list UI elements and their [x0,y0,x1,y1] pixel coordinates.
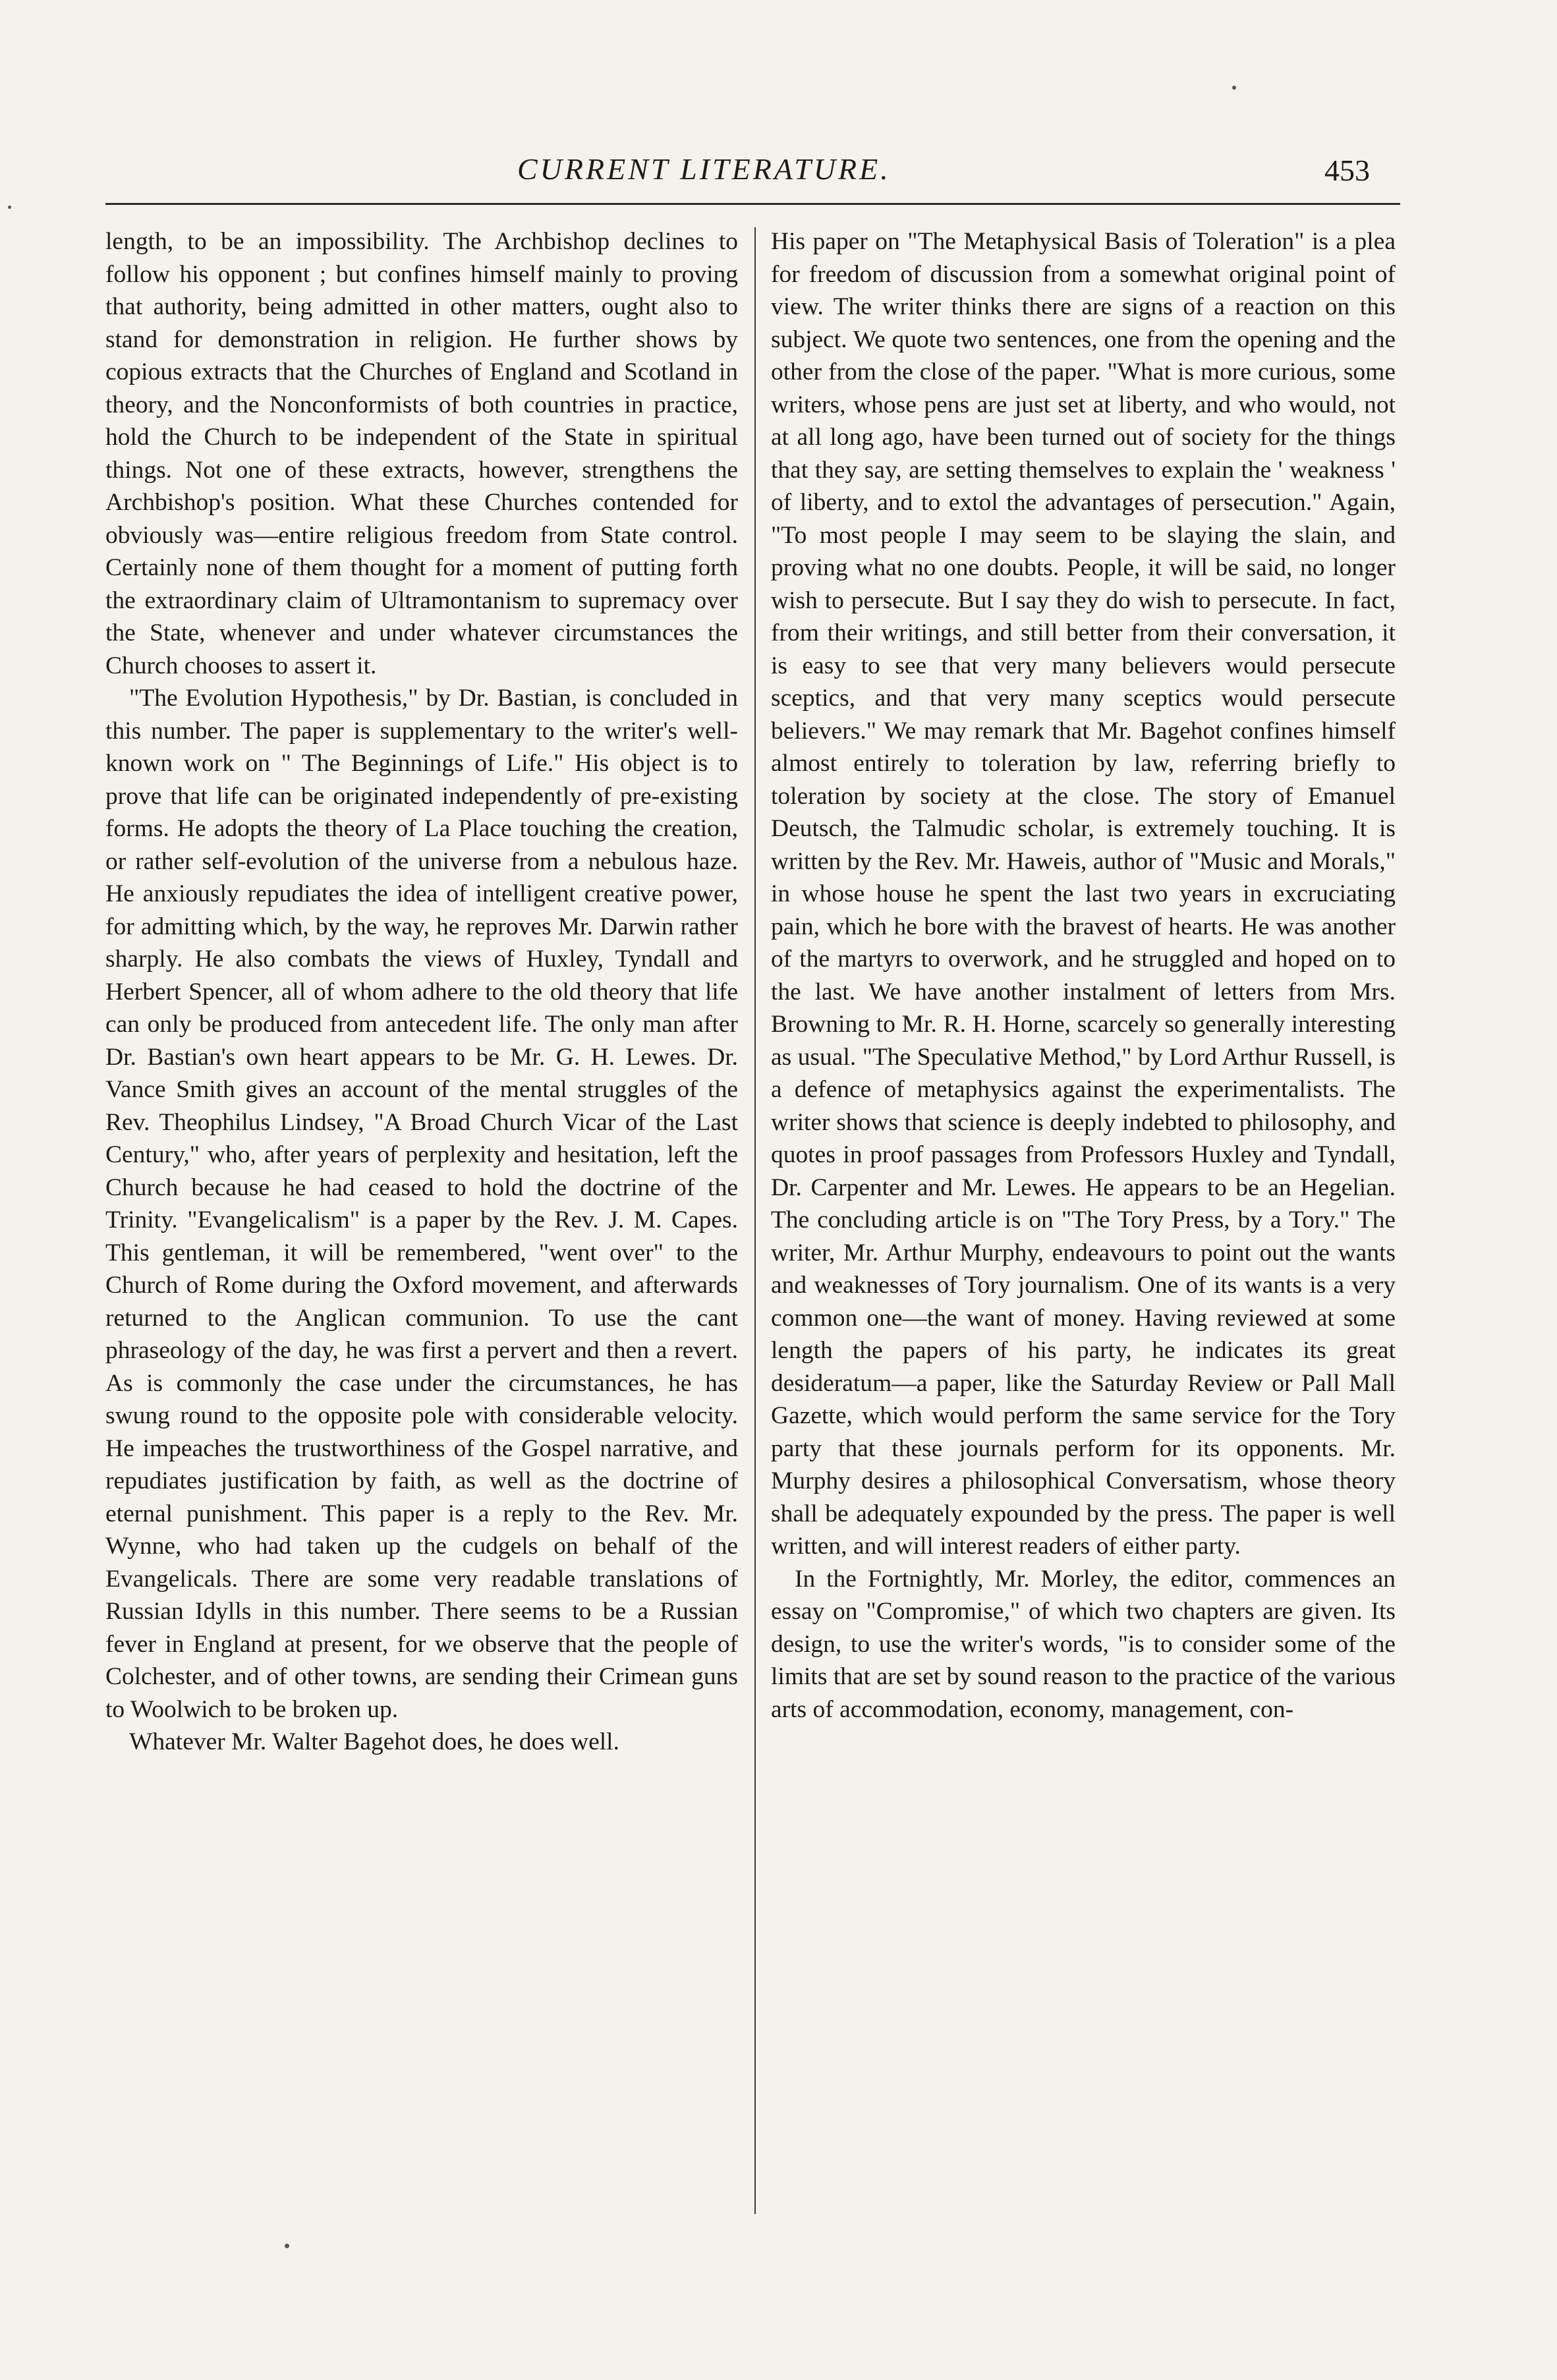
header-rule [105,203,1400,205]
print-speck [1232,86,1236,90]
paragraph: length, to be an impossibility. The Archbishop declines to follow his opponent ; but confines himself mainly to proving that authority, being admitted in other matters, ought also to stand for demonstration in religion. He further shows by copious extracts that the Churches of England and Scotland in theory, and the Nonconformists of both countries in practice, hold the Church to be independent of the State in spiritual things. Not one of these extracts, however, strengthens the Archbishop's position. What these Churches contended for obviously was—entire religious freedom from State control. Certainly none of them thought for a moment of putting forth the extraordinary claim of Ultramontanism to supremacy over the State, whenever and under whatever circumstances the Church chooses to assert it. [105,228,738,679]
page-number: 453 [1324,154,1370,187]
page-header [0,0,1557,198]
paragraph: "The Evolution Hypothesis," by Dr. Bastian, is concluded in this number. The paper is supplementary to the writer's well-known work on " The Beginnings of Life." His object is to prove that life can be originated independently of pre-existing forms. He adopts the theory of La Place touching the creation, or rather self-evolution of the universe from a nebulous haze. He anxiously repudiates the idea of intelligent creative power, for admitting which, by the way, he reproves Mr. Darwin rather sharply. He also combats the views of Huxley, Tyndall and Herbert Spencer, all of whom adhere to the old theory that life can only be produced from antecedent life. The only man after Dr. Bastian's own heart appears to be Mr. G. H. Lewes. Dr. Vance Smith gives an account of the mental struggles of the Rev. Theophilus Lindsey, "A Broad Church Vicar of the Last Century," who, after years of perplexity and hesitation, left the Church because he had ceased to hold the doctrine of the Trinity. "Evangelicalism" is a paper by the Rev. J. M. Capes. This gentleman, it will be remembered, "went over" to the Church of Rome during the Oxford movement, and afterwards returned to the Anglican communion. To use the cant phraseology of the day, he was first a pervert and then a revert. As is commonly the case under the circumstances, he has swung round to the opposite pole with considerable velocity. He impeaches the trustworthiness of the Gospel narrative, and repudiates justification by faith, as well as the doctrine of eternal punishment. This paper is a reply to the Rev. Mr. Wynne, who had taken up the cudgels on behalf of the Evangelicals. There are some very readable translations of Russian Idylls in this number. There seems to be a Russian fever in England at present, for we observe that the people of Colchester, and of other towns, are sending their Crimean guns to Woolwich to be broken up. [105,685,738,1723]
paragraph: In the Fortnightly, Mr. Morley, the editor, commences an essay on "Compromise," of which two chapters are given. Its design, to use the writer's words, "is to consider some of the limits that are set by sound reason to the practice of the various arts of accommodation, economy, management, con- [771,1565,1396,1723]
print-speck [8,206,11,209]
print-speck [285,2244,289,2248]
right-column [771,225,1396,1726]
paragraph: Whatever Mr. Walter Bagehot does, he does well. [129,1728,619,1755]
paragraph: His paper on "The Metaphysical Basis of Toleration" is a plea for freedom of discussion from a somewhat original point of view. The writer thinks there are signs of a reaction on this subject. We quote two sentences, one from the opening and the other from the close of the paper. "What is more curious, some writers, whose pens are just set at liberty, and who would, not at all long ago, have been turned out of society for the things that they say, are setting themselves to explain the ' weakness ' of liberty, and to extol the advantages of persecution." Again, "To most people I may seem to be slaying the slain, and proving what no one doubts. People, it will be said, no longer wish to persecute. But I say they do wish to persecute. In fact, from their writings, and still better from their conversation, it is easy to see that very many believers would persecute sceptics, and that very many sceptics would persecute believers." We may remark that Mr. Bagehot confines himself almost entirely to toleration by law, referring briefly to toleration by society at the close. The story of Emanuel Deutsch, the Talmudic scholar, is extremely touching. It is written by the Rev. Mr. Haweis, author of "Music and Morals," in whose house he spent the last two years in excruciating pain, which he bore with the bravest of hearts. He was another of the martyrs to overwork, and he struggled and hoped on to the last. We have another instalment of letters from Mrs. Browning to Mr. R. H. Horne, scarcely so generally interesting as usual. "The Speculative Method," by Lord Arthur Russell, is a defence of metaphysics against the experimentalists. The writer shows that science is deeply indebted to philosophy, and quotes in proof passages from Professors Huxley and Tyndall, Dr. Carpenter and Mr. Lewes. He appears to be an Hegelian. The concluding article is on "The Tory Press, by a Tory." The writer, Mr. Arthur Murphy, endeavours to point out the wants and weaknesses of Tory journalism. One of its wants is a very common one—the want of money. Having reviewed at some length the papers of his party, he indicates its great desideratum—a paper, like the Saturday Review or Pall Mall Gazette, which would perform the same service for the Tory party that these journals perform for its opponents. Mr. Murphy desires a philosophical Conversatism, whose theory shall be adequately expounded by the press. The paper is well written, and will interest readers of either party. [771,228,1396,1560]
running-title: CURRENT LITERATURE. [517,152,891,186]
column-divider [754,227,756,2214]
left-column [105,225,738,1759]
